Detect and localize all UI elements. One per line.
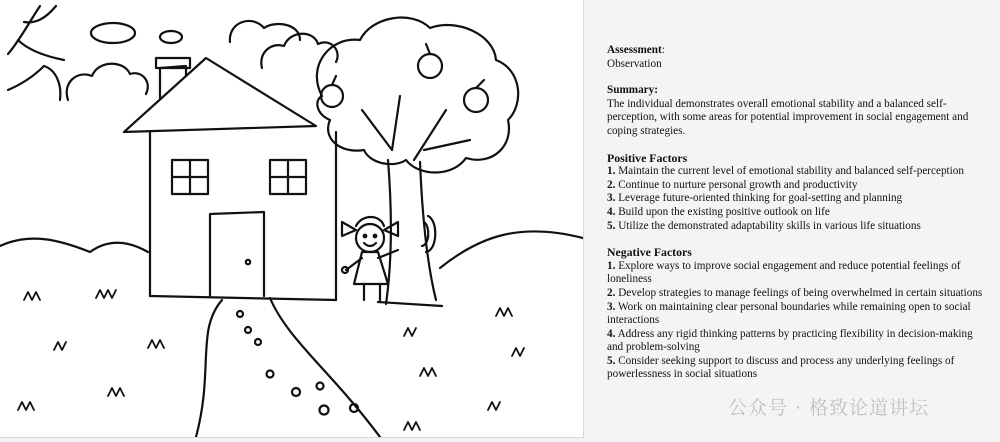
garden-path: [196, 298, 380, 437]
assessment-value: Observation: [607, 57, 662, 70]
hills: [0, 231, 583, 268]
watermark: 公众号 · 格致论道讲坛: [728, 397, 930, 419]
house: [124, 58, 336, 300]
list-item: 4. Build upon the existing positive outlook on life: [607, 205, 830, 218]
assessment-report: [607, 44, 987, 395]
negative-factors-heading: Negative Factors: [607, 245, 692, 260]
summary-text: The individual demonstrates overall emotional stability and a balanced self-perception, with some areas for potential improvement in social engagement and coping strategies.: [607, 97, 969, 137]
summary-section: [607, 84, 987, 138]
positive-factors-list: [607, 165, 987, 233]
summary-label: Summary:: [607, 84, 658, 97]
list-item: 5. Consider seeking support to discuss and process any underlying feelings of powerlessness in social situations: [607, 354, 955, 381]
negative-factors-list: [607, 260, 987, 382]
list-item: 1. Maintain the current level of emotional stability and balanced self-perception: [607, 165, 964, 178]
assessment-section: Assessment: Observation: [607, 44, 987, 71]
sun-scribble: [8, 6, 64, 100]
list-item: 5. Utilize the demonstrated adaptability skills in various life situations: [607, 219, 921, 232]
positive-factors-section: [607, 152, 987, 234]
tree: [317, 18, 518, 306]
negative-factors-section: [607, 246, 987, 382]
assessment-label: Assessment: [607, 44, 662, 56]
list-item: 4. Address any rigid thinking patterns by practicing flexibility in decision-making and problem-solving: [607, 327, 973, 354]
list-item: 2. Continue to nurture personal growth and productivity: [607, 178, 858, 191]
list-item: 2. Develop strategies to manage feelings of being overwhelmed in certain situations: [607, 286, 983, 299]
grass: [18, 290, 524, 430]
list-item: 3. Work on maintaining clear personal boundaries while remaining open to social interactions: [607, 300, 971, 327]
positive-factors-heading: Positive Factors: [607, 150, 688, 165]
list-item: 1. Explore ways to improve social engagement and reduce potential feelings of loneliness: [607, 259, 961, 286]
list-item: 3. Leverage future-oriented thinking for goal-setting and planning: [607, 192, 903, 205]
